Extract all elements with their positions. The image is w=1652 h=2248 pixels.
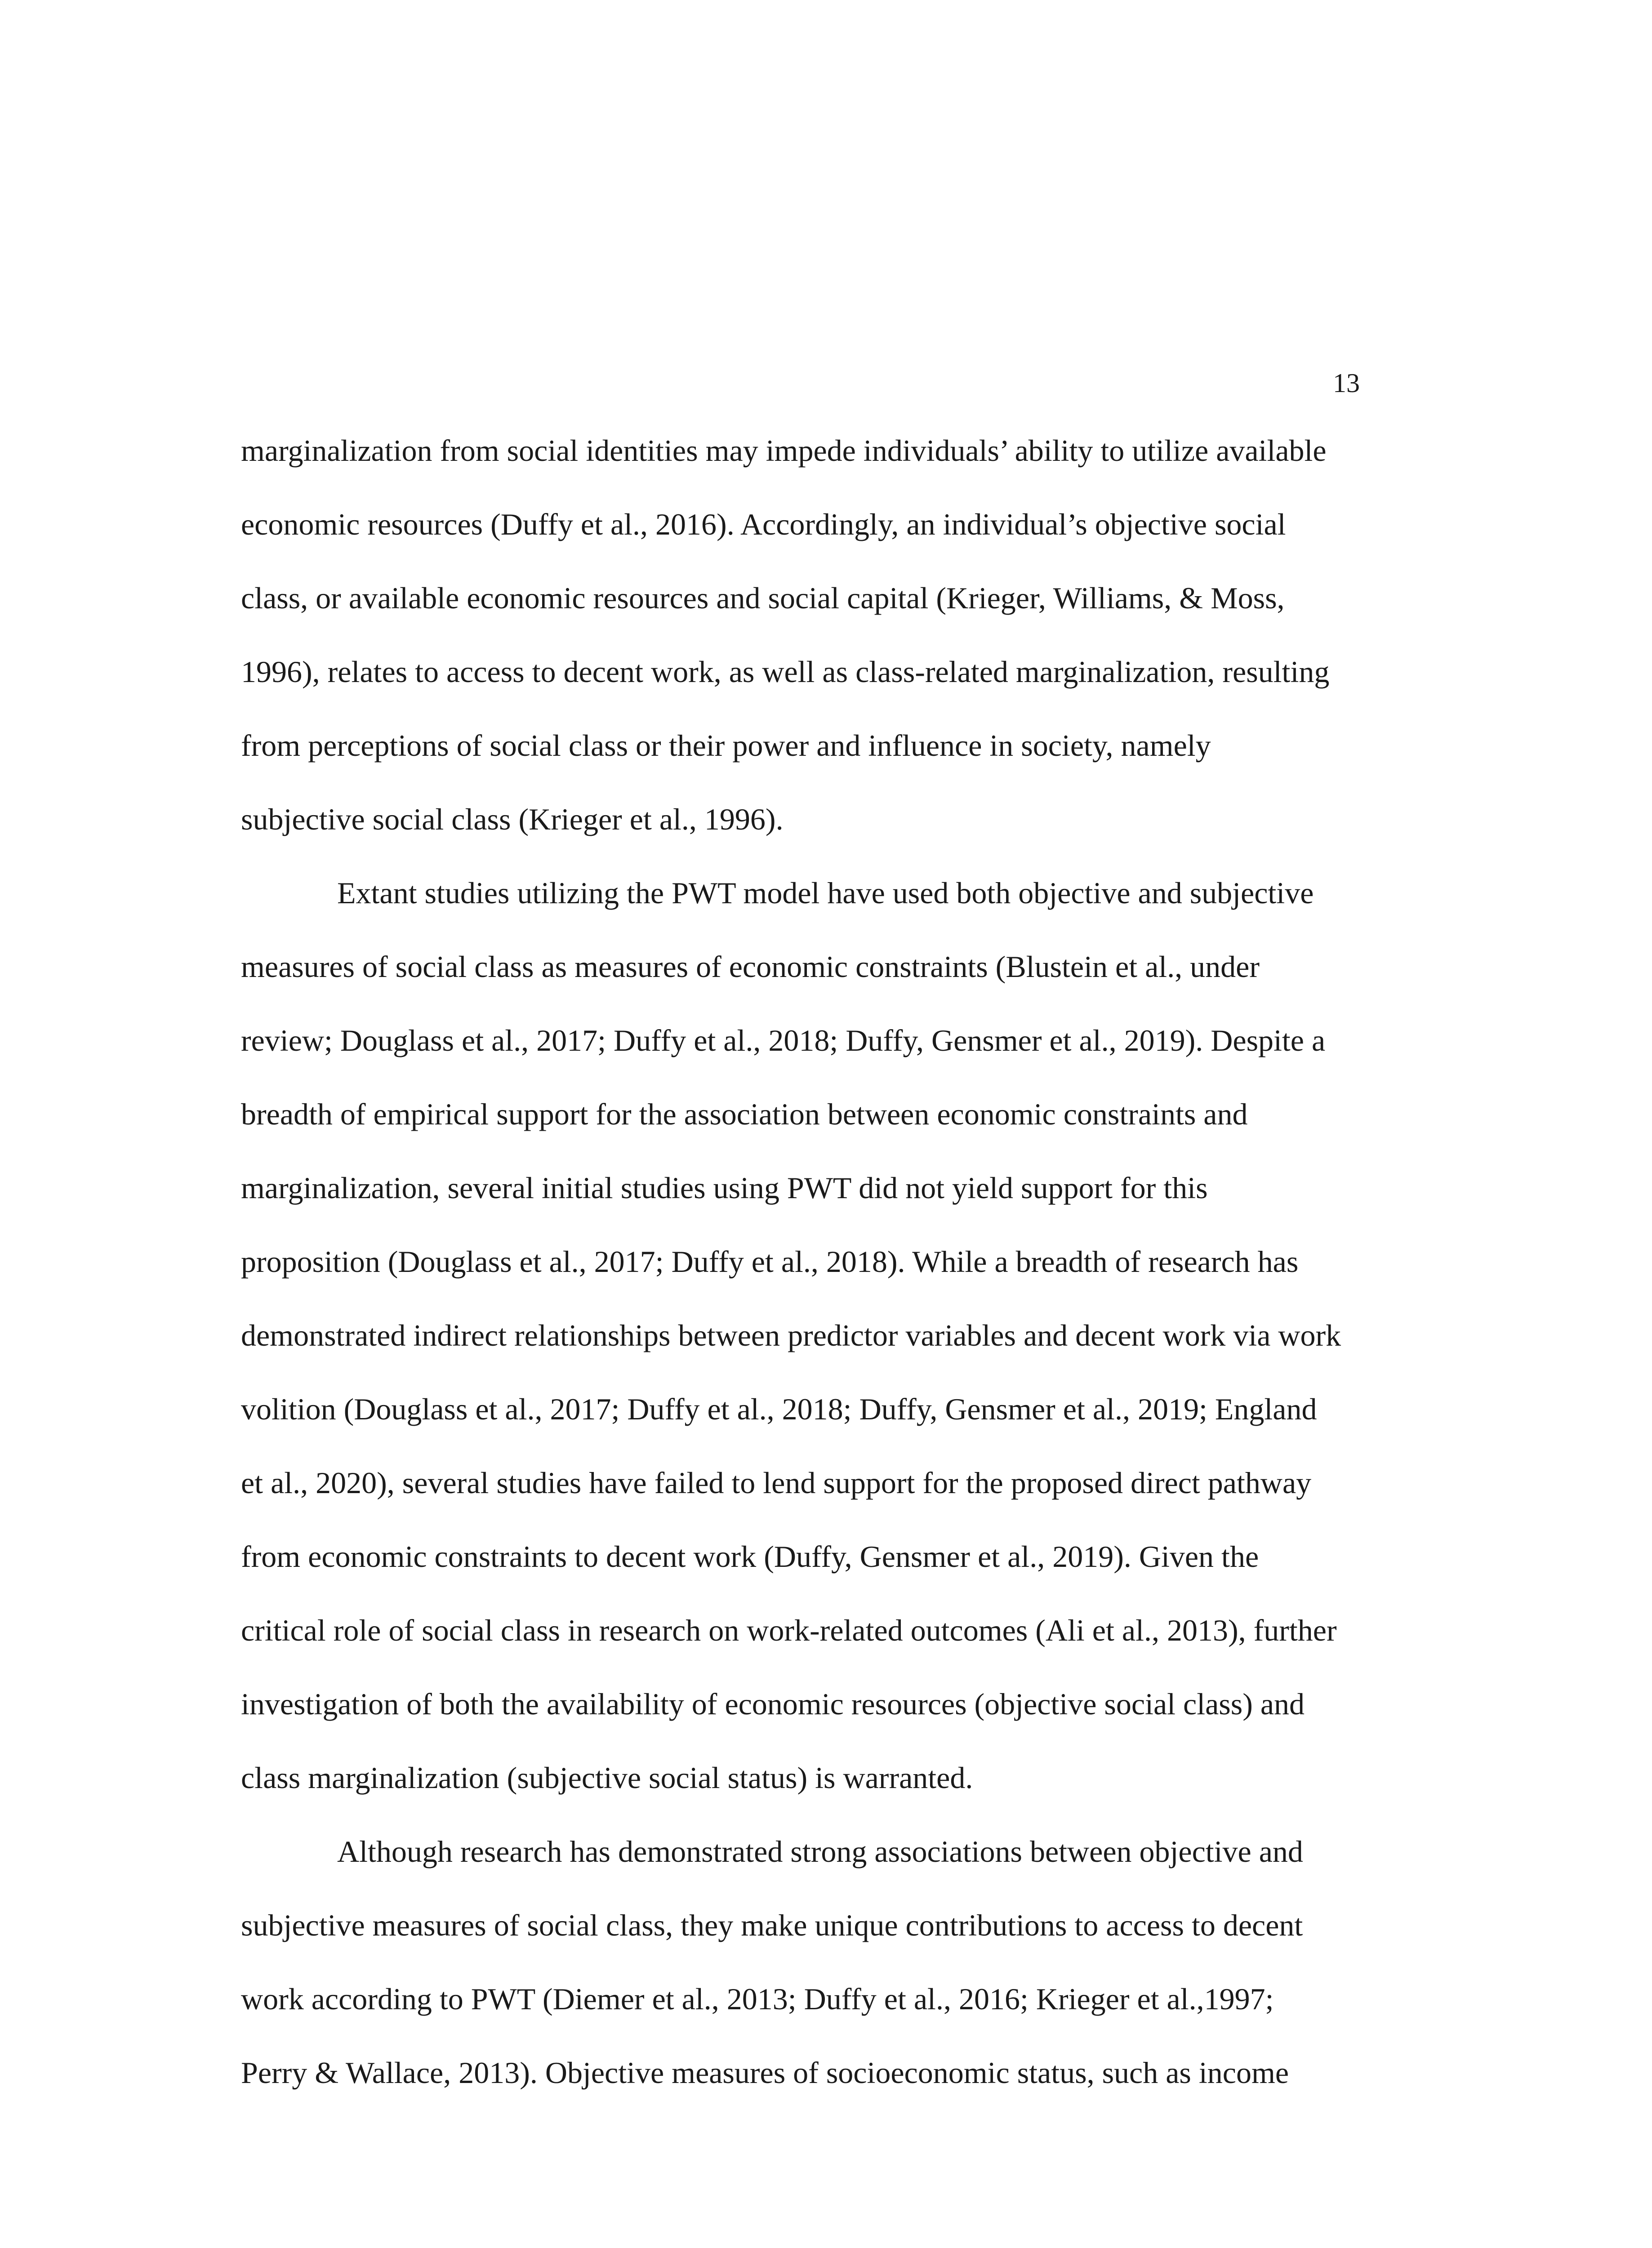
text-line: demonstrated indirect relationships between predictor variables and decent work via work <box>241 1318 1341 1352</box>
body-text <box>241 414 1392 2110</box>
text-line: 1996), relates to access to decent work, as well as class-related marginalization, resulting <box>241 655 1330 689</box>
text-line: proposition (Douglass et al., 2017; Duffy et al., 2018). While a breadth of research has <box>241 1244 1299 1279</box>
text-line: subjective measures of social class, they make unique contributions to access to decent <box>241 1908 1303 1942</box>
text-line: from perceptions of social class or their power and influence in society, namely <box>241 728 1211 763</box>
text-line: measures of social class as measures of economic constraints (Blustein et al., under <box>241 950 1260 984</box>
paragraph-first-line: Extant studies utilizing the PWT model have used both objective and subjective <box>337 876 1314 910</box>
text-line: marginalization, several initial studies using PWT did not yield support for this <box>241 1171 1208 1205</box>
text-line: review; Douglass et al., 2017; Duffy et al., 2018; Duffy, Gensmer et al., 2019). Despite a <box>241 1023 1326 1057</box>
text-line: class marginalization (subjective social status) is warranted. <box>241 1761 973 1795</box>
page-number: 13 <box>1333 368 1360 398</box>
text-line: work according to PWT (Diemer et al., 2013; Duffy et al., 2016; Krieger et al.,1997; <box>241 1982 1274 2016</box>
paragraph-first-line: Although research has demonstrated strong associations between objective and <box>337 1834 1303 1869</box>
text-line: subjective social class (Krieger et al., 1996). <box>241 802 784 836</box>
text-line: marginalization from social identities may impede individuals’ ability to utilize available <box>241 433 1327 468</box>
text-line: economic resources (Duffy et al., 2016). Accordingly, an individual’s objective social <box>241 507 1286 541</box>
text-line: from economic constraints to decent work (Duffy, Gensmer et al., 2019). Given the <box>241 1539 1259 1574</box>
text-line: critical role of social class in research on work-related outcomes (Ali et al., 2013), further <box>241 1613 1337 1647</box>
text-line: Perry & Wallace, 2013). Objective measures of socioeconomic status, such as income <box>241 2056 1289 2090</box>
text-line: volition (Douglass et al., 2017; Duffy et al., 2018; Duffy, Gensmer et al., 2019; England <box>241 1392 1317 1426</box>
text-line: et al., 2020), several studies have failed to lend support for the proposed direct pathway <box>241 1466 1312 1500</box>
text-line: class, or available economic resources and social capital (Krieger, Williams, & Moss, <box>241 581 1285 615</box>
text-line: breadth of empirical support for the association between economic constraints and <box>241 1097 1248 1131</box>
text-line: investigation of both the availability of economic resources (objective social class) and <box>241 1687 1305 1721</box>
